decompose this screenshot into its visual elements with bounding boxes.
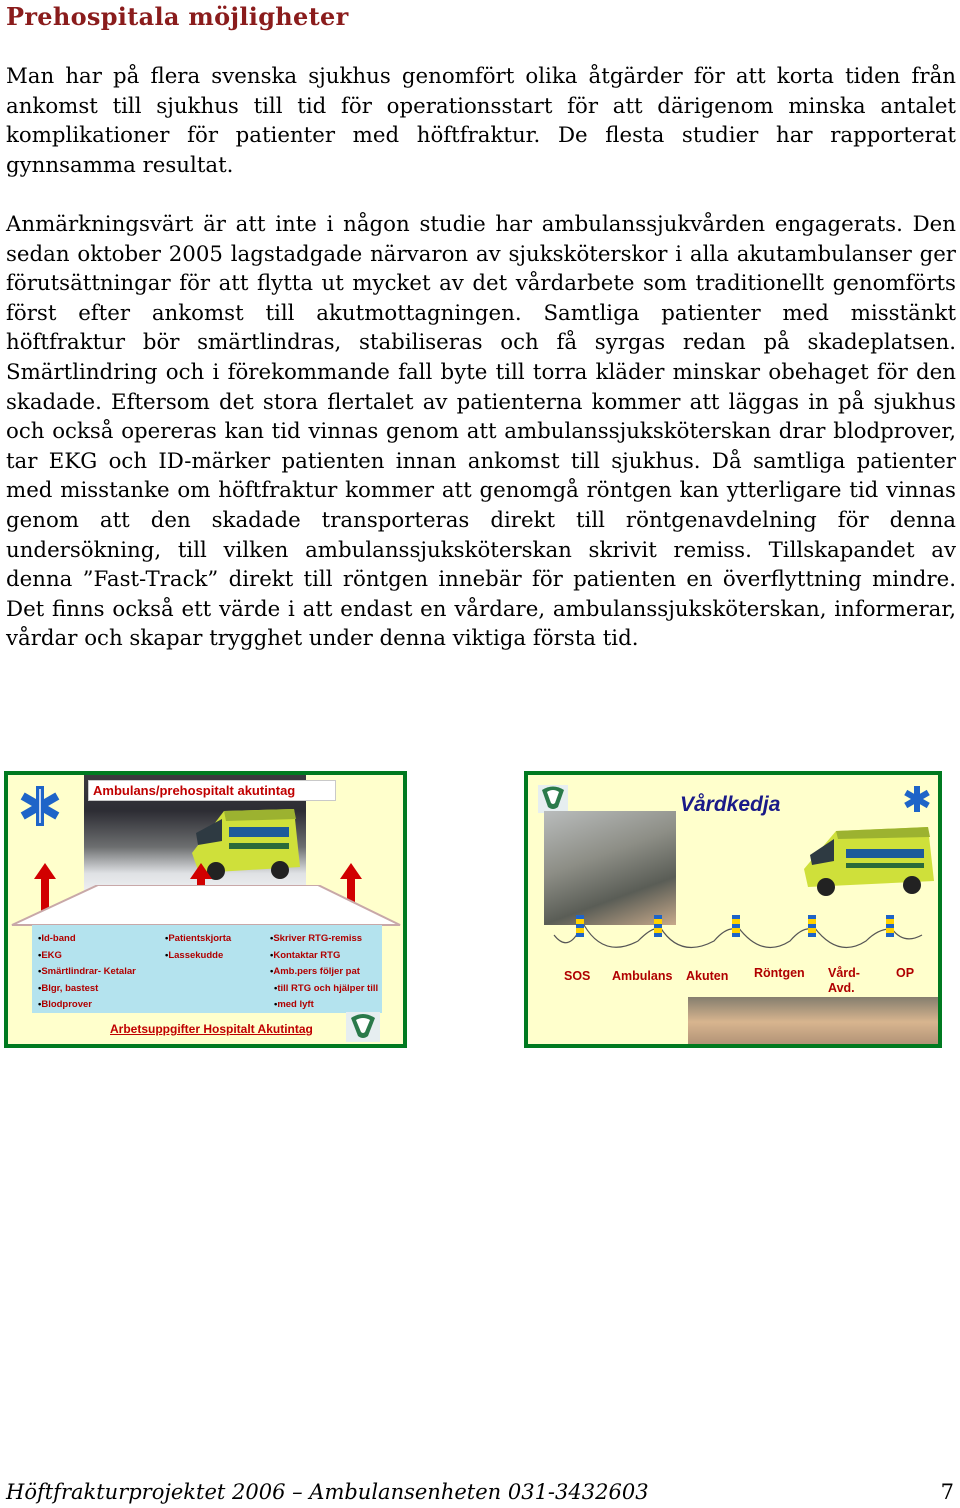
- task-item: • Lassekudde: [165, 948, 231, 965]
- chain-link-icon: [576, 915, 584, 937]
- task-item: • Blodprover: [38, 997, 136, 1014]
- slide-care-chain: [524, 771, 942, 1048]
- slide-left-footer: Arbetsuppgifter Hospitalt Akutintag: [110, 1022, 313, 1036]
- paragraph-intro: Man har på flera svenska sjukhus genomfört olika åtgärder för att korta tiden från ankomst till sjukhus till tid för operationsstart för att därigenom minska antalet komplikationer för patienter med höftfraktur. De flesta studier har rapporterat gynnsamma resultat.: [6, 64, 956, 178]
- chain-link-icon: [654, 915, 662, 937]
- paragraph-main: Anmärkningsvärt är att inte i någon studie har ambulanssjukvården engagerats. Den sedan oktober 2005 lagstadgade närvaron av sjuksköterskor i alla akutambulanser ger förutsättningar för att flytta ut mycket av det vårdarbete som traditionellt genomförts först efter ankomst till akutmottagningen. Samtliga patienter med misstänkt höftfraktur bör smärtlindras, stabiliseras och få syrgas redan på skadeplatsen. Smärtlindring och i förekommande fall byte till torra kläder minskar obehaget för den skadade. Eftersom det stora flertalet av patienterna kommer att läggas in på sjukhus och också opereras kan tid vinnas genom att ambulanssjuksköterskan drar blodprover, tar EKG och ID-märker patienten innan ankomst till sjukhus. Då samtliga patienter med misstanke om höftfraktur kommer att genomgå röntgen kan ytterligare tid vinnas genom att den skadade transporteras direkt till röntgenavdelning för denna undersökning, till vilken ambulanssjuksköterskan skrivit remiss. Tillskapandet av denna ”Fast-Track” direkt till röntgen innebär för patienten en överflyttning mindre. Det finns också ett värde i att endast en vårdare, ambulanssjuksköterskan, informerar, vårdar och skapar trygghet under denna viktiga första tid.: [6, 212, 956, 652]
- ambulance-icon: [796, 811, 938, 907]
- task-item: • Amb.pers följer pat: [270, 964, 378, 981]
- page-number: 7: [940, 1480, 954, 1504]
- chain-label-rontgen: Röntgen: [754, 966, 805, 980]
- chain-link-icon: [808, 915, 816, 937]
- task-item-continued: • med lyft: [270, 997, 378, 1014]
- roof-shape: [8, 885, 403, 927]
- task-item: • EKG: [38, 948, 136, 965]
- task-item: • Smärtlindrar- Ketalar: [38, 964, 136, 981]
- chain-label-akuten: Akuten: [686, 969, 729, 983]
- task-box: [32, 925, 382, 1013]
- chain-label-vardavd: Vård- Avd.: [828, 966, 860, 995]
- task-item: • Skriver RTG-remiss: [270, 931, 378, 948]
- task-column-2: [165, 931, 231, 964]
- slide-right-title: Vårdkedja: [680, 793, 781, 816]
- chain-link-icon: [886, 915, 894, 937]
- chain-label-sos: SOS: [564, 969, 591, 983]
- task-column-3: [270, 931, 378, 1014]
- slide-left-header: Ambulans/prehospitalt akutintag: [88, 780, 336, 801]
- hospital-photo: [544, 811, 676, 925]
- page-footer: Höftfrakturprojektet 2006 – Ambulansenheten 031-3432603: [6, 1480, 649, 1504]
- slide-prehospital-intake: [4, 771, 407, 1048]
- page-title: Prehospitala möjligheter: [6, 2, 349, 31]
- care-chain-connectors: [548, 915, 928, 965]
- task-item: • Kontaktar RTG: [270, 948, 378, 965]
- hands-photo: [688, 997, 938, 1044]
- hospital-logo-icon: [538, 785, 568, 813]
- task-column-1: [38, 931, 136, 1014]
- task-item: • Id-band: [38, 931, 136, 948]
- task-item: • Blgr, bastest: [38, 981, 136, 998]
- chain-label-op: OP: [896, 966, 915, 980]
- star-of-life-icon: [18, 781, 62, 831]
- chain-label-ambulans: Ambulans: [612, 969, 673, 983]
- chain-link-icon: [732, 915, 740, 937]
- hospital-logo-icon: [346, 1012, 380, 1042]
- task-item-continued: • till RTG och hjälper till: [270, 981, 378, 998]
- task-item: • Patientskjorta: [165, 931, 231, 948]
